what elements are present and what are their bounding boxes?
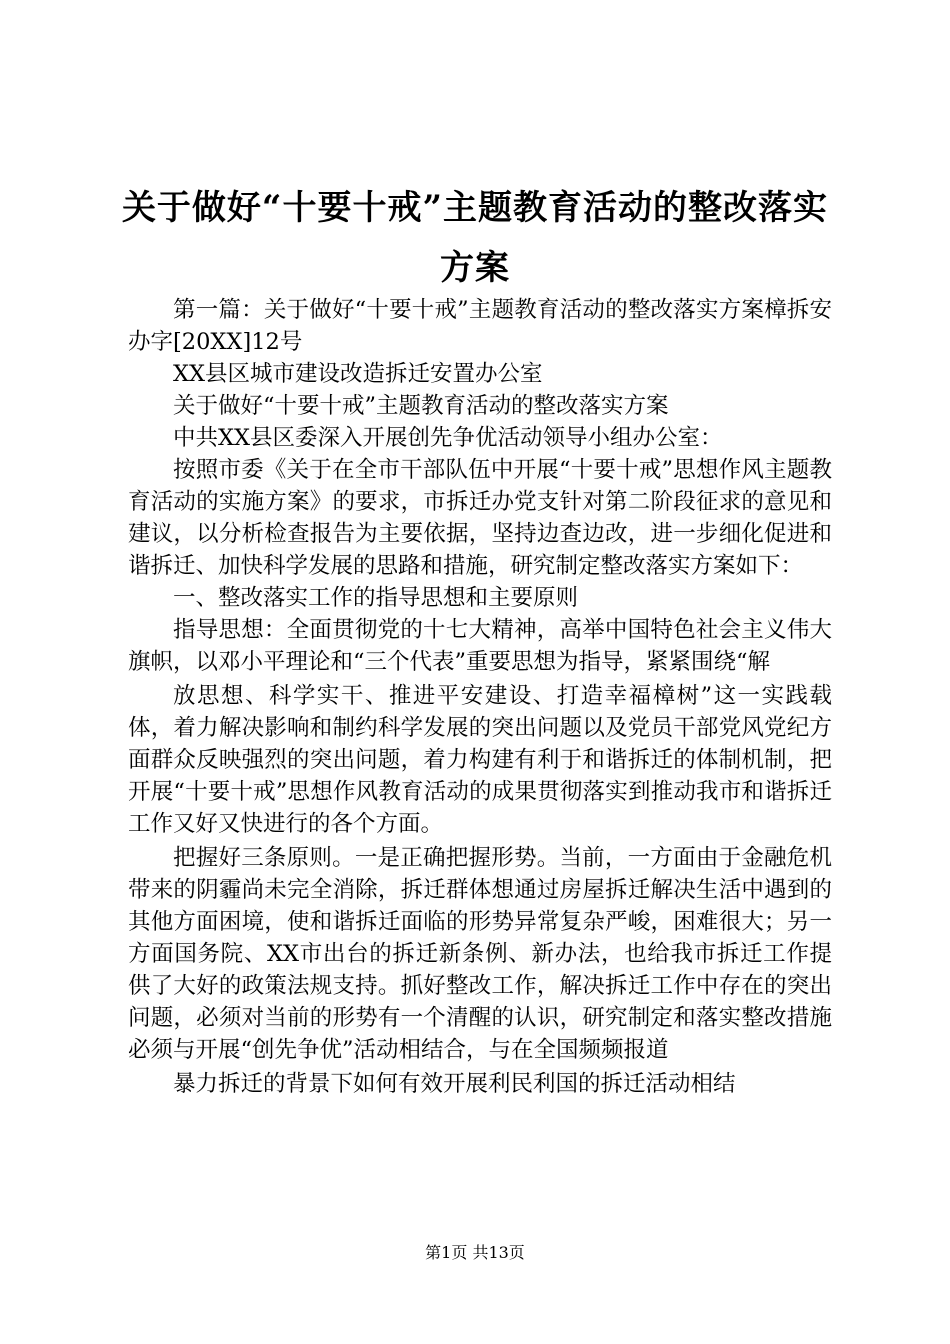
paragraph: 暴力拆迁的背景下如何有效开展利民利国的拆迁活动相结	[173, 1071, 736, 1097]
document-title: 关于做好“十要十戒”主题教育活动的整改落实方案	[121, 188, 829, 288]
page-footer: 第1页 共13页	[425, 1243, 525, 1262]
paragraph: XX县区城市建设改造拆迁安置办公室	[173, 361, 543, 387]
paragraph: 关于做好“十要十戒”主题教育活动的整改落实方案	[173, 393, 669, 419]
paragraph: 中共XX县区委深入开展创先争优活动领导小组办公室：	[173, 425, 723, 451]
document-body	[128, 294, 832, 1100]
paragraph: 把握好三条原则。一是正确把握形势。当前，一方面由于金融危机带来的阴霾尚未完全消除，拆迁群体想通过房屋拆迁解决生活中遇到的其他方面困境，使和谐拆迁面临的形势异常复杂严峻，困难很大；另一方面国务院、XX市出台的拆迁新条例、新办法，也给我市拆迁工作提供了大好的政策法规支持。抓好整改工作，解决拆迁工作中存在的突出问题，必须对当前的形势有一个清醒的认识，研究制定和落实整改措施必须与开展“创先争优”活动相结合，与在全国频频报道	[128, 845, 832, 1063]
paragraph: 一、整改落实工作的指导思想和主要原则	[173, 585, 579, 611]
paragraph: 第一篇：关于做好“十要十戒”主题教育活动的整改落实方案樟拆安办字[20XX]12号	[128, 297, 832, 355]
paragraph: 按照市委《关于在全市干部队伍中开展“十要十戒”思想作风主题教育活动的实施方案》的要求，市拆迁办党支针对第二阶段征求的意见和建议，以分析检查报告为主要依据，坚持边查边改，进一步细化促进和谐拆迁、加快科学发展的思路和措施，研究制定整改落实方案如下：	[128, 457, 832, 579]
paragraph: 放思想、科学实干、推进平安建设、打造幸福樟树”这一实践载体，着力解决影响和制约科学发展的突出问题以及党员干部党风党纪方面群众反映强烈的突出问题，着力构建有利于和谐拆迁的体制机制，把开展“十要十戒”思想作风教育活动的成果贯彻落实到推动我市和谐拆迁工作又好又快进行的各个方面。	[128, 683, 832, 837]
paragraph: 指导思想：全面贯彻党的十七大精神，高举中国特色社会主义伟大旗帜，以邓小平理论和“三个代表”重要思想为指导，紧紧围绕“解	[128, 617, 832, 675]
